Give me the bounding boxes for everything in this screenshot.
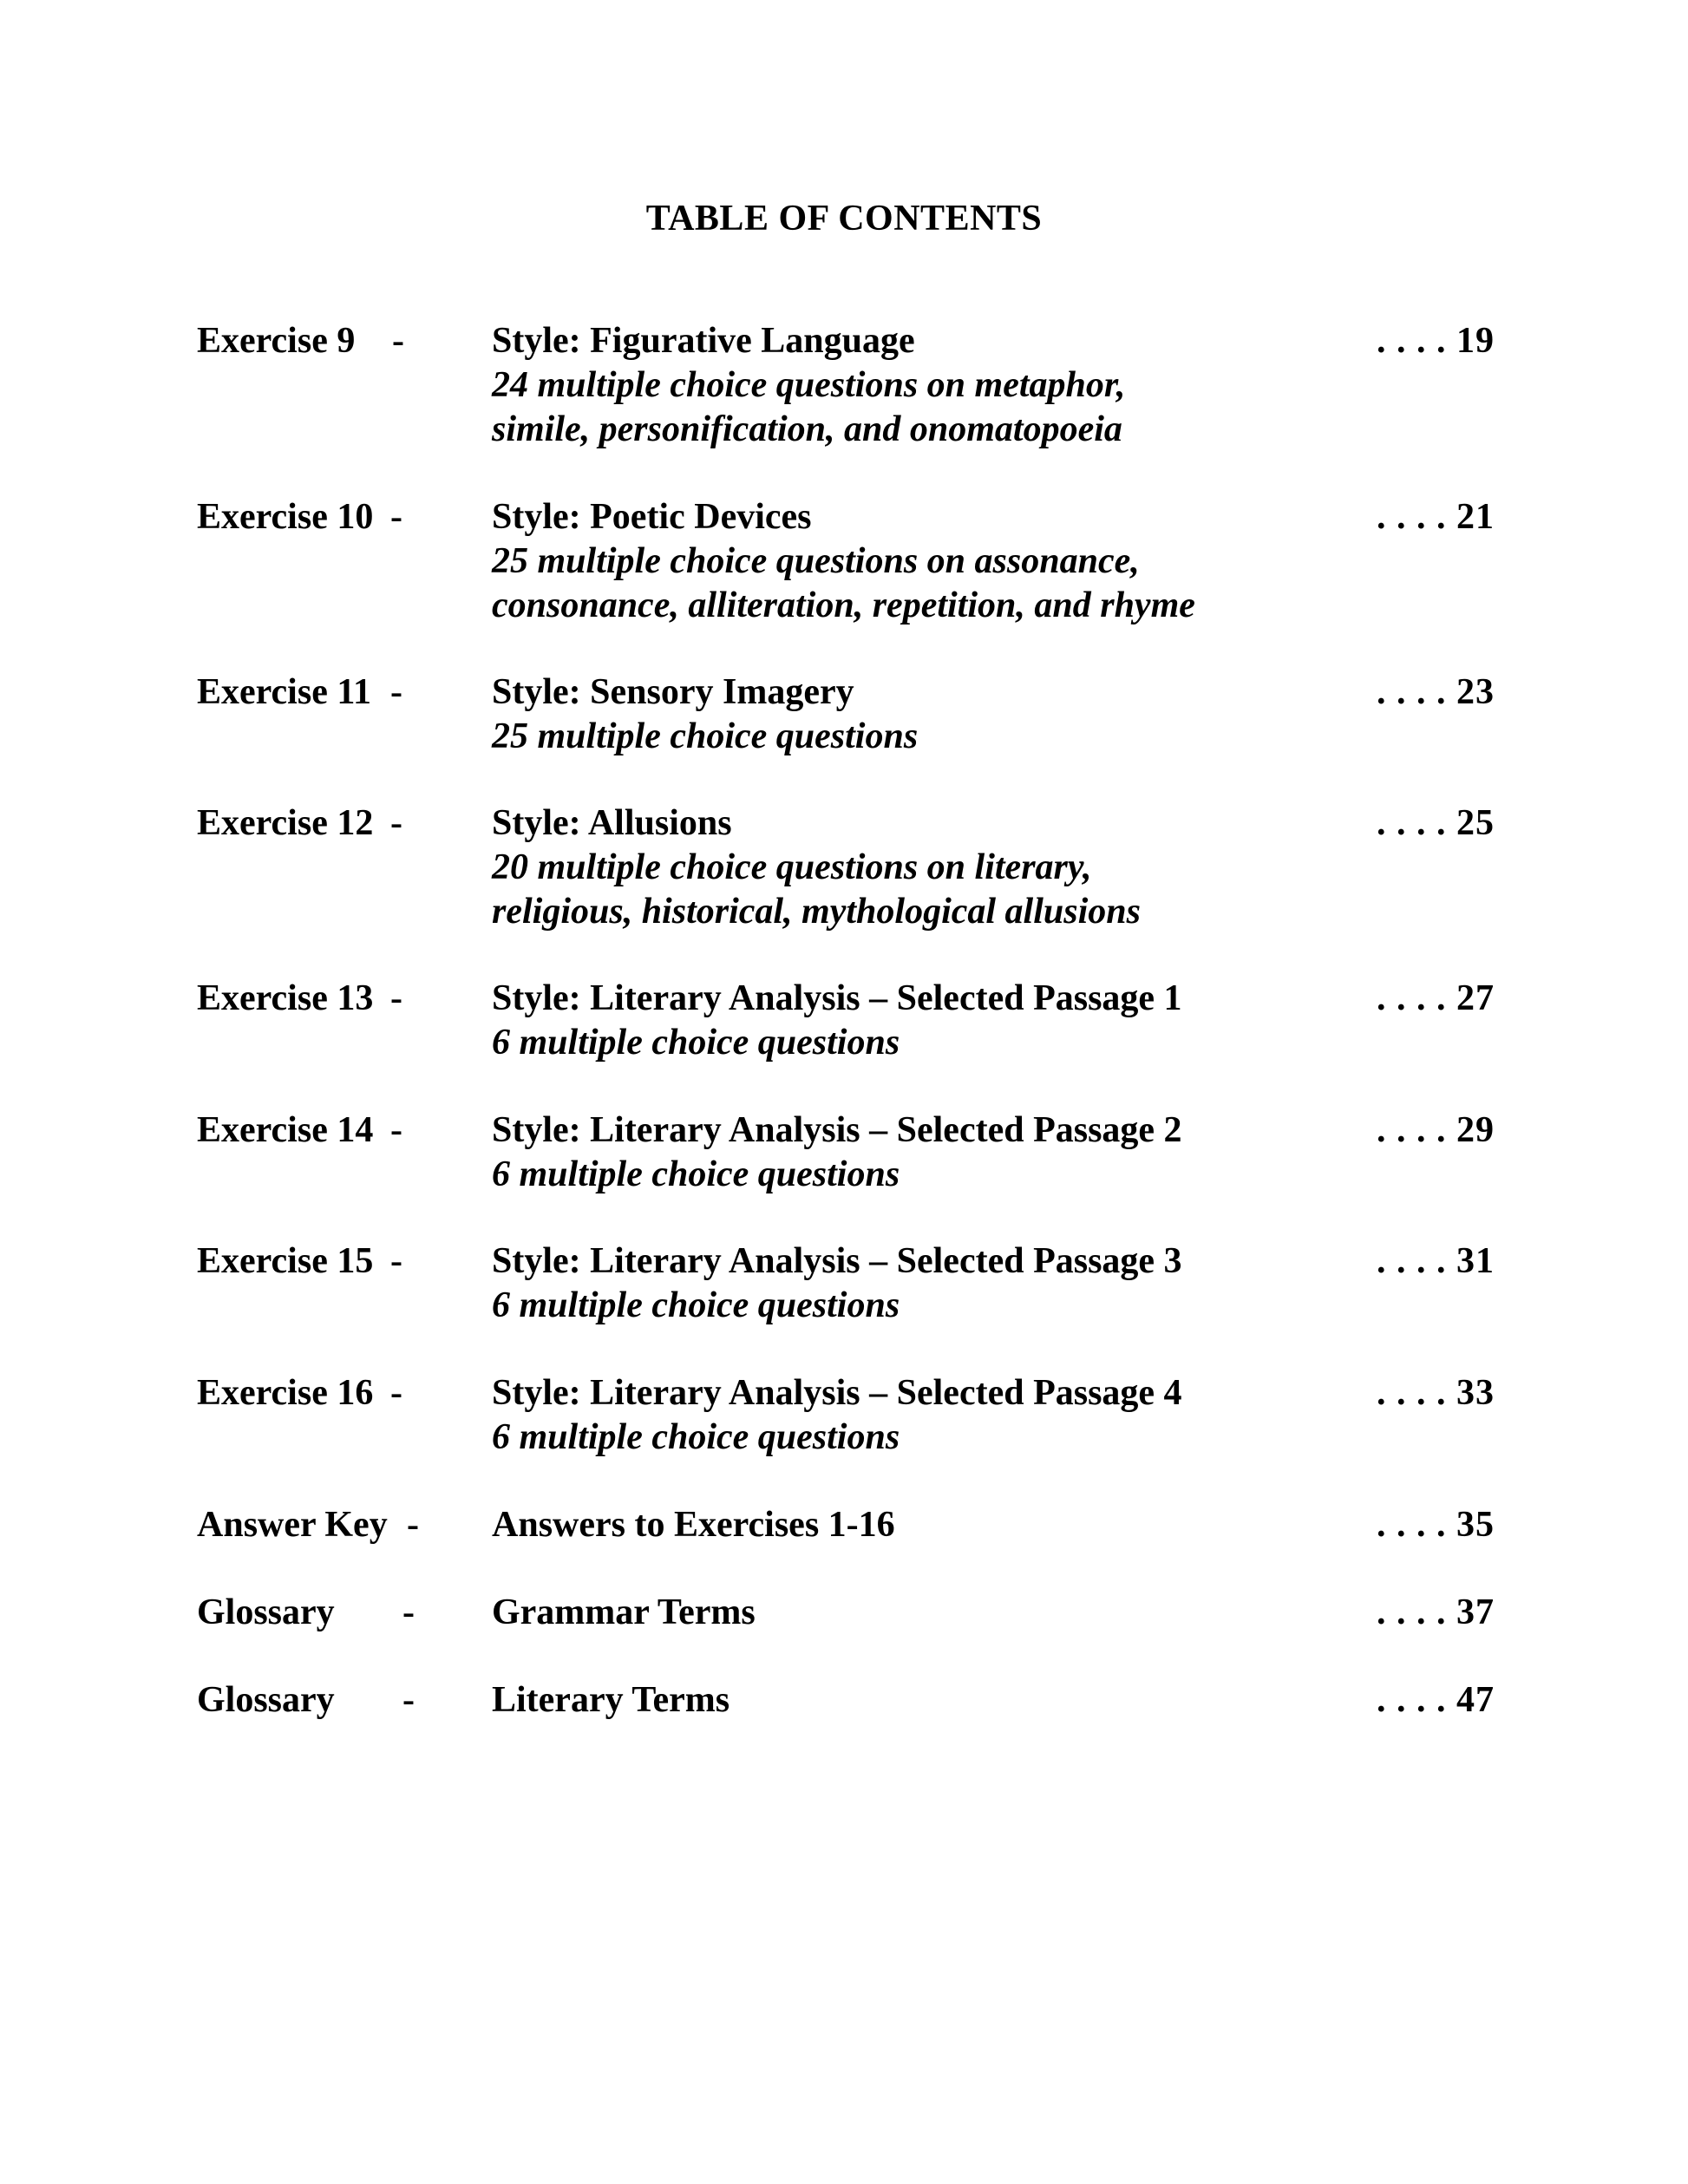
entry-page-number: . . . . 35 — [1377, 1505, 1495, 1545]
description-line: 25 multiple choice questions on assonance, — [492, 541, 1140, 581]
entry-heading: Grammar Terms — [492, 1592, 756, 1632]
page-title: TABLE OF CONTENTS — [645, 199, 1043, 239]
entry-page-number: . . . . 27 — [1377, 978, 1495, 1018]
entry-heading: Style: Literary Analysis – Selected Passage 1 — [492, 978, 1182, 1018]
entry-description — [492, 1416, 1255, 1460]
entry-page-number: . . . . 37 — [1377, 1592, 1495, 1632]
entry-heading: Answers to Exercises 1-16 — [492, 1505, 895, 1545]
entry-description — [492, 1153, 1255, 1197]
entry-separator: - — [390, 1373, 402, 1413]
entry-separator: - — [390, 672, 402, 712]
entry-description — [492, 363, 1255, 452]
entry-label: Glossary — [197, 1592, 335, 1632]
entry-heading: Style: Literary Analysis – Selected Passage 4 — [492, 1373, 1182, 1413]
entry-separator: - — [390, 497, 402, 537]
description-line: religious, historical, mythological allusions — [492, 892, 1141, 932]
entry-page-number: . . . . 23 — [1377, 672, 1495, 712]
entry-page-number: . . . . 47 — [1377, 1680, 1495, 1720]
description-line: 25 multiple choice questions — [492, 716, 919, 756]
entry-description — [492, 715, 1255, 759]
entry-heading: Style: Figurative Language — [492, 321, 915, 361]
entry-page-number: . . . . 33 — [1377, 1373, 1495, 1413]
entry-separator: - — [392, 321, 404, 361]
entry-separator: - — [402, 1680, 415, 1720]
entry-separator: - — [402, 1592, 415, 1632]
entry-heading: Style: Poetic Devices — [492, 497, 812, 537]
entry-page-number: . . . . 21 — [1377, 497, 1495, 537]
entry-heading: Style: Literary Analysis – Selected Passage 3 — [492, 1241, 1182, 1281]
entry-label: Exercise 14 — [197, 1110, 374, 1150]
entry-label: Exercise 13 — [197, 978, 374, 1018]
description-line: 6 multiple choice questions — [492, 1154, 900, 1194]
description-line: simile, personification, and onomatopoeia — [492, 409, 1122, 449]
entry-separator: - — [390, 1241, 402, 1281]
entry-heading: Style: Literary Analysis – Selected Passage 2 — [492, 1110, 1182, 1150]
description-line: 6 multiple choice questions — [492, 1023, 900, 1063]
description-line: 20 multiple choice questions on literary, — [492, 847, 1092, 887]
entry-separator: - — [390, 978, 402, 1018]
entry-page-number: . . . . 31 — [1377, 1241, 1495, 1281]
entry-label: Exercise 15 — [197, 1241, 374, 1281]
entry-label: Glossary — [197, 1680, 335, 1720]
entry-heading: Literary Terms — [492, 1680, 730, 1720]
entry-label: Exercise 11 — [197, 672, 372, 712]
entry-label: Exercise 12 — [197, 803, 374, 843]
entry-separator: - — [407, 1505, 419, 1545]
entry-separator: - — [390, 803, 402, 843]
entry-heading: Style: Allusions — [492, 803, 732, 843]
entry-page-number: . . . . 29 — [1377, 1110, 1495, 1150]
entry-page-number: . . . . 19 — [1377, 321, 1495, 361]
entry-description — [492, 1284, 1255, 1328]
entry-label: Exercise 10 — [197, 497, 374, 537]
entry-description — [492, 1021, 1255, 1065]
entry-separator: - — [390, 1110, 402, 1150]
entry-heading: Style: Sensory Imagery — [492, 672, 854, 712]
description-line: consonance, alliteration, repetition, and rhyme — [492, 585, 1195, 625]
entry-label: Exercise 9 — [197, 321, 356, 361]
entry-description — [492, 539, 1255, 628]
description-line: 6 multiple choice questions — [492, 1417, 900, 1457]
entry-description — [492, 846, 1255, 934]
description-line: 6 multiple choice questions — [492, 1285, 900, 1325]
entry-label: Exercise 16 — [197, 1373, 374, 1413]
entry-page-number: . . . . 25 — [1377, 803, 1495, 843]
entry-label: Answer Key — [197, 1505, 388, 1545]
description-line: 24 multiple choice questions on metaphor, — [492, 365, 1126, 405]
